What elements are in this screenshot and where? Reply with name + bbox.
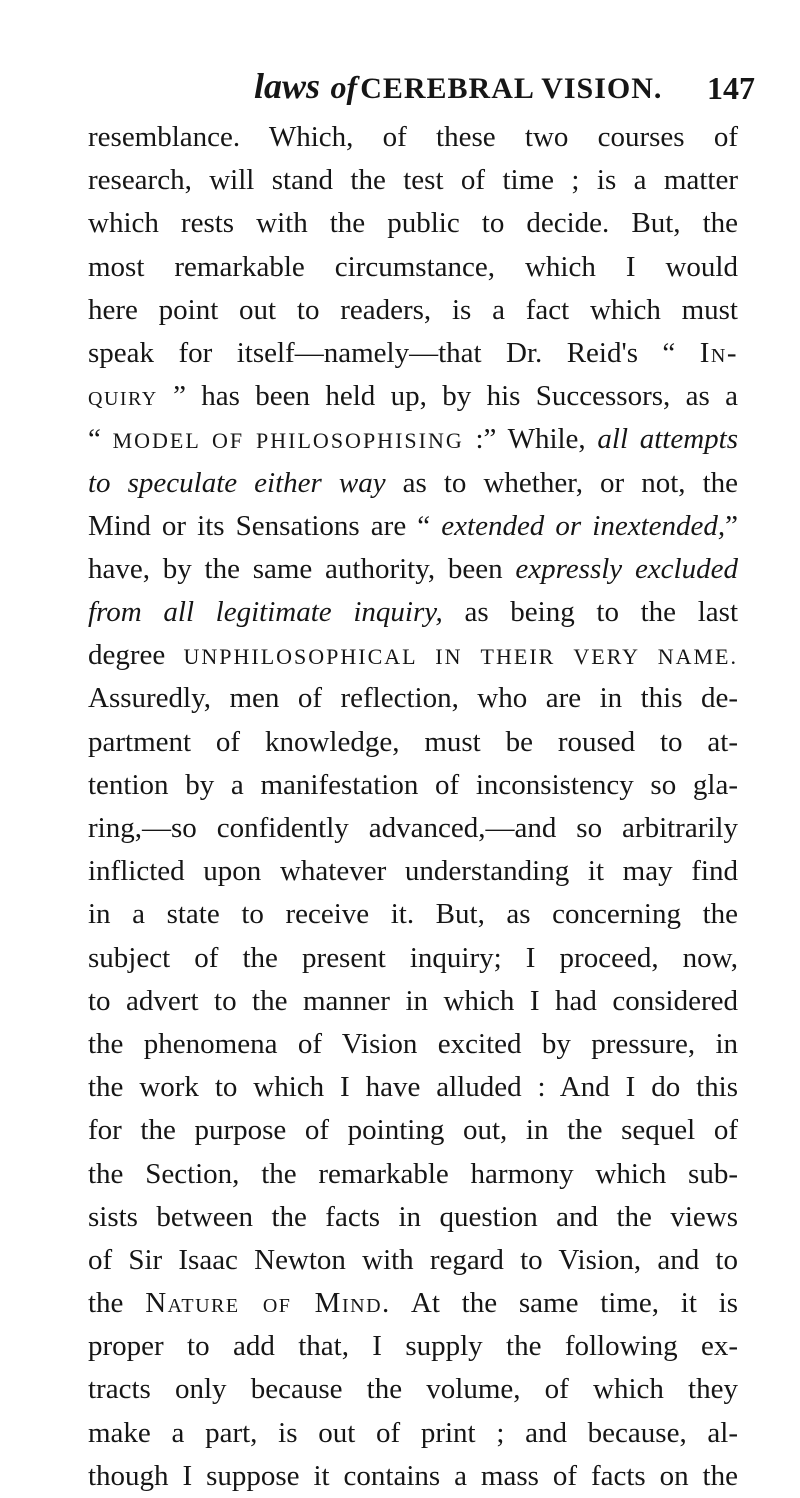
text-segment: the phenomena of Vision excited by pressure, in	[88, 1027, 738, 1060]
text-line	[88, 1282, 738, 1325]
text-line	[88, 591, 738, 634]
text-segment: resemblance. Which, of these two courses of	[88, 121, 738, 153]
text-segment: for the purpose of pointing out, in the sequel of	[88, 1114, 738, 1147]
running-head-of: of	[330, 69, 358, 105]
text-line	[88, 764, 738, 807]
body-text	[88, 116, 738, 1498]
text-line	[88, 1196, 738, 1239]
text-line	[88, 289, 738, 332]
text-line	[88, 1023, 738, 1066]
text-segment: as to whether, or not, the	[385, 466, 738, 499]
text-line	[88, 462, 738, 505]
text-segment: At the same time, it is	[390, 1287, 738, 1320]
text-segment: the Section, the remarkable harmony which sub-	[88, 1157, 738, 1190]
text-line	[88, 1412, 738, 1455]
text-segment: sists between the facts in question and the views	[88, 1200, 738, 1233]
text-segment: in a state to receive it. But, as concerning the	[88, 898, 738, 931]
text-line	[88, 1325, 738, 1368]
text-segment: degree	[88, 639, 184, 672]
text-line	[88, 721, 738, 764]
text-segment: proper to add that, I supply the following ex-	[88, 1330, 738, 1363]
running-head-laws: laws	[254, 66, 321, 106]
text-segment: which rests with the public to decide. But, the	[88, 207, 738, 240]
text-line	[88, 505, 738, 548]
text-segment: MODEL OF PHILOSOPHISING	[112, 428, 464, 454]
text-segment: tention by a manifestation of inconsistency so gla-	[88, 768, 738, 801]
text-line	[88, 1153, 738, 1196]
text-segment: all attempts	[597, 423, 738, 456]
text-line	[88, 937, 738, 980]
text-line	[88, 980, 738, 1023]
text-segment: to advert to the manner in which I had considered	[88, 984, 738, 1017]
running-head-title: CEREBRAL VISION.	[360, 72, 663, 105]
text-line	[88, 202, 738, 245]
text-segment: “	[88, 423, 113, 456]
text-line	[88, 375, 738, 418]
text-segment: subject of the present inquiry; I proceed, now,	[88, 941, 738, 974]
text-line	[88, 1239, 738, 1282]
text-segment: the	[88, 1287, 146, 1320]
text-segment: as being to the last	[442, 596, 739, 629]
text-segment: expressly excluded	[515, 552, 738, 585]
text-segment: extended or inextended,	[441, 509, 726, 542]
text-segment: make a part, is out of print ; and because, al-	[88, 1416, 738, 1449]
text-segment: speak for itself—namely—that Dr. Reid's “	[88, 336, 700, 369]
text-segment: :” While,	[463, 423, 598, 456]
text-segment: research, will stand the test of time ; is a matter	[88, 164, 738, 197]
text-line	[88, 1368, 738, 1411]
text-segment: In-	[699, 336, 738, 369]
text-line	[88, 1066, 738, 1109]
text-line	[88, 418, 738, 461]
text-line	[88, 159, 738, 202]
page-header	[0, 66, 800, 110]
text-line	[88, 893, 738, 936]
text-line	[88, 332, 738, 375]
text-line	[88, 634, 738, 677]
text-segment: though I suppose it contains a mass of facts on the	[88, 1459, 738, 1492]
text-segment: UNPHILOSOPHICAL IN THEIR VERY NAME.	[183, 644, 738, 670]
text-segment: ring,—so confidently advanced,—and so arbitrarily	[88, 812, 738, 844]
text-line	[88, 1455, 738, 1498]
text-line	[88, 677, 738, 720]
text-segment: of Sir Isaac Newton with regard to Vision, and to	[88, 1243, 738, 1276]
running-head	[254, 66, 662, 109]
text-line	[88, 548, 738, 591]
text-line	[88, 1109, 738, 1152]
text-segment: inflicted upon whatever understanding it may find	[88, 855, 738, 888]
text-segment: Mind or its Sensations are “	[88, 509, 442, 542]
text-segment: to speculate either way	[88, 466, 386, 499]
text-segment: partment of knowledge, must be roused to at-	[88, 725, 738, 758]
text-segment: tracts only because the volume, of which they	[88, 1373, 738, 1406]
text-segment: most remarkable circumstance, which I would	[88, 250, 738, 283]
text-segment: the work to which I have alluded : And I do this	[88, 1071, 738, 1104]
text-segment: Nature of Mind.	[145, 1287, 391, 1320]
text-line	[88, 850, 738, 893]
page-number: 147	[707, 70, 755, 106]
text-segment: Assuredly, men of reflection, who are in this de-	[88, 682, 738, 715]
text-line	[88, 246, 738, 289]
text-segment: ”	[725, 509, 738, 542]
text-segment: ” has been held up, by his Successors, as a	[157, 380, 738, 413]
text-segment: have, by the same authority, been	[88, 552, 516, 585]
text-segment: quiry	[88, 380, 158, 413]
text-segment: here point out to readers, is a fact which must	[88, 293, 738, 326]
text-line	[88, 116, 738, 159]
text-line	[88, 807, 738, 850]
text-segment: from all legitimate inquiry,	[88, 596, 443, 629]
